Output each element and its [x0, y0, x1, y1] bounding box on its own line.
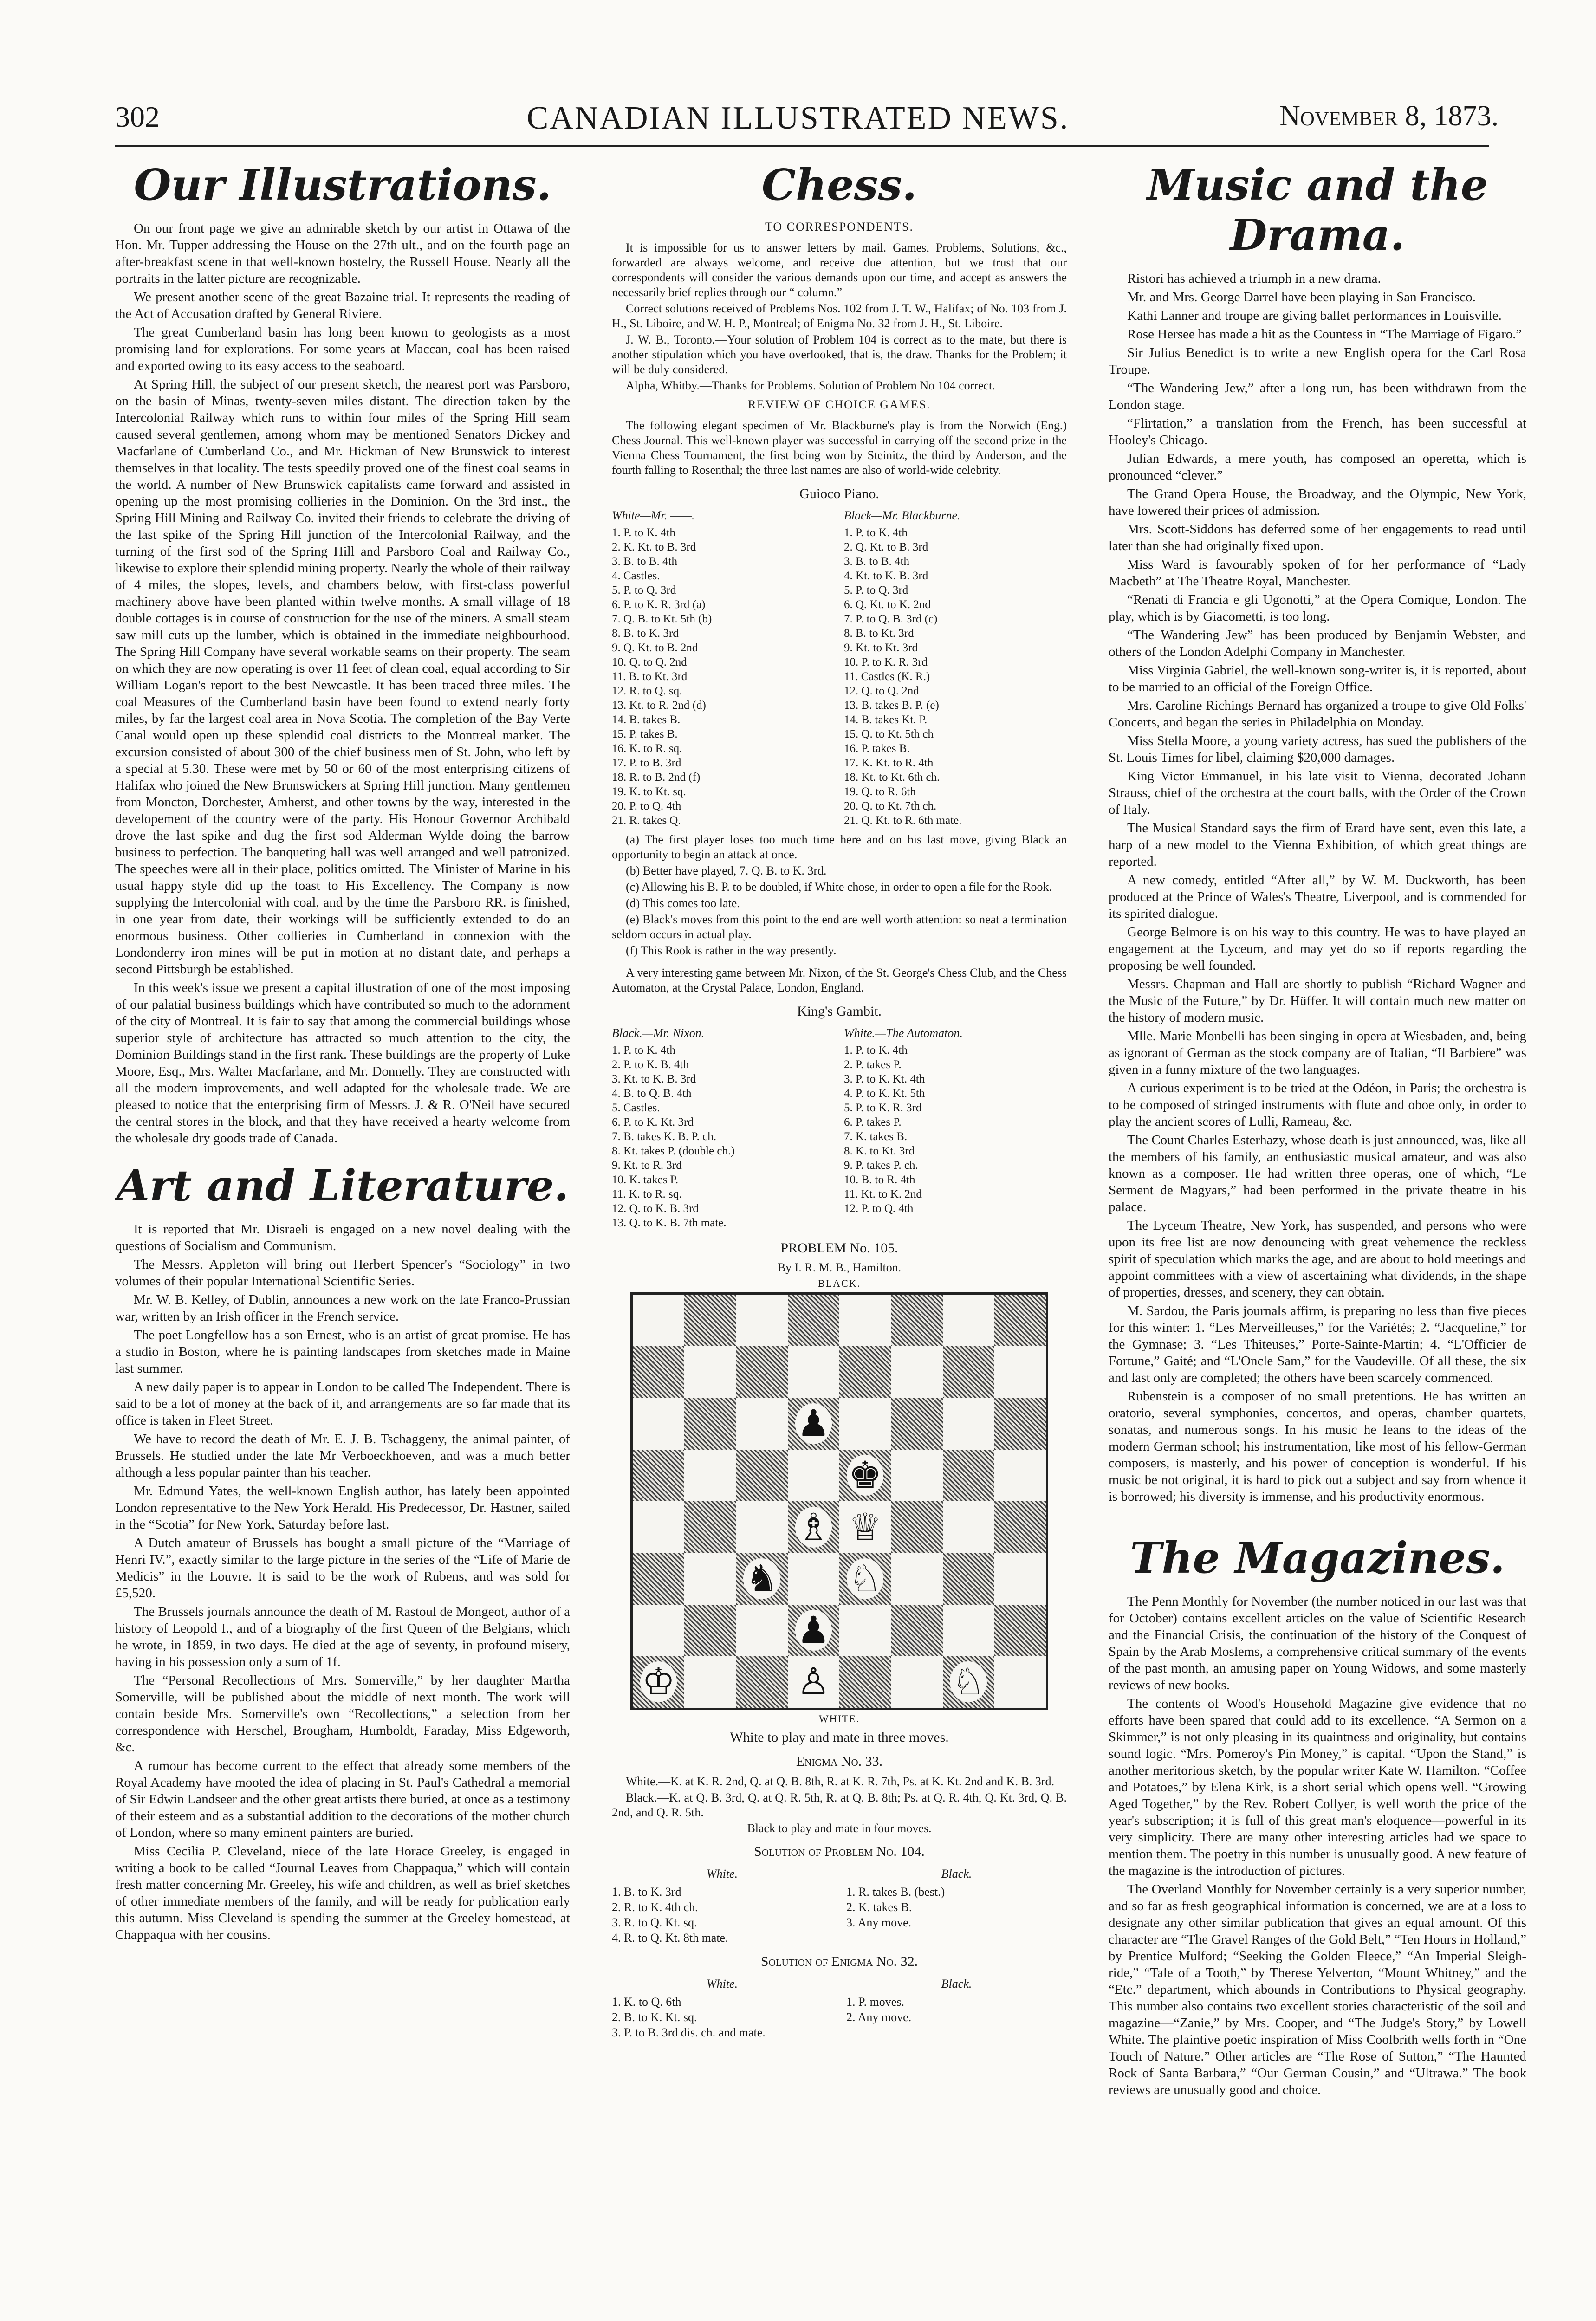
- board-square: [839, 1346, 891, 1398]
- sol104-white-moves: [612, 1884, 832, 1945]
- paragraph: “The Wandering Jew,” after a long run, has been withdrawn from the London stage.: [1109, 381, 1526, 412]
- board-square: [684, 1656, 736, 1708]
- move-line: 2. P. to K. B. 4th: [612, 1058, 689, 1071]
- move-line: 21. Q. Kt. to R. 6th mate.: [844, 814, 962, 827]
- move-line: 1. P. to K. 4th: [612, 1044, 675, 1057]
- paragraph: A rumour has become current to the effect that already some members of the Royal Academy have mooted the idea of placing in St. Paul's Cathedral a memorial of Sir Edwin Landseer and the other great artists there buried, at once as a testimony of their esteem and as a substantial addition to the decorations of the mother church of London, where so many eminent painters are buried.: [115, 1758, 570, 1840]
- paragraph: Mrs. Scott-Siddons has deferred some of her engagements to read until later than she had originally fixed upon.: [1109, 522, 1526, 553]
- move-line: 1. P. to K. 4th: [612, 526, 675, 539]
- game1-white-head: White—Mr. ——.: [612, 509, 695, 522]
- paragraph: Mr. and Mrs. George Darrel have been playing in San Francisco.: [1127, 290, 1476, 305]
- move-line: 15. Q. to Kt. 5th ch: [844, 728, 934, 740]
- paragraph: The Lyceum Theatre, New York, has suspended, and persons who were upon its free list are now denouncing with great vehemence the reckless spirit of speculation which marks the age, and are about to hold meetings and appoint committees with a view of ascertaining what dividends, in the shape of properties, dresses, and scenery, they can obtain.: [1109, 1218, 1526, 1300]
- game2-black-moves: [612, 1043, 835, 1230]
- move-line: 7. Q. B. to Kt. 5th (b): [612, 613, 712, 625]
- illustrations-section: [115, 160, 570, 1147]
- board-square: [736, 1295, 788, 1346]
- move-line: 1. K. to Q. 6th: [612, 1995, 681, 2009]
- problem-caption: White to play and mate in three moves.: [730, 1730, 949, 1745]
- move-line: 11. Castles (K. R.): [844, 670, 930, 683]
- paragraph: Messrs. Chapman and Hall are shortly to publish “Richard Wagner and the Music of the Future,” by Dr. Hüffer. It will contain much new matter on the history of modern music.: [1109, 977, 1526, 1025]
- board-square: [943, 1553, 994, 1604]
- board-square: [839, 1656, 891, 1708]
- paragraph: The Overland Monthly for November certainly is a very superior number, and so far as fresh geographical information is concerned, we are at a loss to designate any other similar publication that gives an equal amount. Of this character are “The Gravel Ranges of the Gold Belt,” “Ten Hours in Holland,” by Prentice Mulford; “Seeking the Golden Fleece,” “An Imperial Sleigh-ride,” “Tale of a Tooth,” by Therese Yelverton, “Mount Whitney,” and the “Etc.” department, which abounds in Contributions to Physical geography. This number also contains two excellent stories characteristic of the soil and magazine—“Zanie,” by Mrs. Cooper, and “The Judge's Story,” by Lowell White. The plaintive poetic inspiration of Miss Coolbrith wells forth in “One Touch of Nature.” Other articles are “The Rose of Sutton,” “The Haunted Rock of Santa Barbara,” “Our German Cousin,” and “Ultrawa.” The book reviews are unusually good and choice.: [1109, 1882, 1526, 2097]
- board-square: [994, 1295, 1046, 1346]
- review-heading: REVIEW OF CHOICE GAMES.: [748, 398, 931, 411]
- board-square: [839, 1450, 891, 1501]
- move-line: 10. P. to K. R. 3rd: [844, 656, 928, 668]
- move-line: 13. Q. to K. B. 7th mate.: [612, 1217, 727, 1229]
- move-line: 1. P. moves.: [846, 1995, 904, 2009]
- board-square: [994, 1605, 1046, 1656]
- game2-white-head: White.—The Automaton.: [844, 1026, 963, 1040]
- move-line: 6. Q. Kt. to K. 2nd: [844, 598, 931, 611]
- problem-diagram: [630, 1277, 1048, 1725]
- move-line: 2. B. to K. Kt. sq.: [612, 2010, 697, 2024]
- board-square: [684, 1605, 736, 1656]
- correspondents-body: [612, 240, 1067, 393]
- move-line: 6. P. to K. Kt. 3rd: [612, 1116, 694, 1128]
- paragraph: (f) This Rook is rather in the way presently.: [626, 944, 837, 957]
- problem-author: By I. R. M. B., Hamilton.: [777, 1261, 902, 1274]
- paragraph: A new daily paper is to appear in London to be called The Independent. There is said to be a lot of money at the back of it, and arrangements are so far made that its office is taken in Fleet Street.: [115, 1380, 570, 1428]
- chess-piece-icon: ♕: [847, 1507, 884, 1548]
- board-square: [788, 1605, 839, 1656]
- paragraph: M. Sardou, the Paris journals affirm, is preparing no less than five pieces for this winter: 1. “Les Merveilleuses,” for the Variétés; 2. “Jacqueline,” for the Gymnase; 3. “Les Thiteuses,” Porte-Sainte-Martin; 4. “L'Officier de Fortune,” Gaité; and “L'Oncle Sam,” for the Vaudeville. Of all these, the six and last only are completed; the others have been scarcely commenced.: [1109, 1303, 1526, 1385]
- move-line: 9. Kt. to Kt. 3rd: [844, 642, 918, 654]
- move-line: 20. P. to Q. 4th: [612, 800, 681, 812]
- solution32-heading: Solution of Enigma No. 32.: [760, 1954, 918, 1969]
- paragraph: The poet Longfellow has a son Ernest, who is an artist of great promise. He has a studio in Boston, where he is painting landscapes from sketches made in Maine last summer.: [115, 1328, 570, 1376]
- board-square: [994, 1346, 1046, 1398]
- board-square: [684, 1450, 736, 1501]
- sol32-black-moves: [846, 1994, 1067, 2025]
- chess-piece-icon: ♔: [640, 1661, 677, 1702]
- board-square: [736, 1501, 788, 1553]
- move-line: 5. P. to K. R. 3rd: [844, 1102, 922, 1114]
- move-line: 8. K. to Kt. 3rd: [844, 1145, 915, 1157]
- paragraph: Correct solutions received of Problems Nos. 102 from J. T. W., Halifax; of No. 103 from J. H., St. Liboire, and W. H. P., Montreal; of Enigma No. 32 from J. H., St. Liboire.: [612, 302, 1067, 330]
- game1-notes: [612, 832, 1067, 958]
- paragraph: Mlle. Marie Monbelli has been singing in opera at Wiesbaden, and, being as ignorant of German as the stock company are of Italian, “Il Barbiere” was given in a funny mixture of the two languages.: [1109, 1029, 1526, 1077]
- chess-piece-icon: ♟: [795, 1403, 832, 1444]
- paragraph: It is impossible for us to answer letters by mail. Games, Problems, Solutions, &c., forwarded are always welcome, and receive due attention, but we trust that our correspondents will consider the various demands upon our time, and accept as answers the necessarily brief replies through our “ column.”: [612, 241, 1067, 299]
- paragraph: Rubenstein is a composer of no small pretentions. He has written an oratorio, several symphonies, concertos, and operas, chamber quartets, sonatas, and numerous songs. In his music he leans to the ideas of the modern German school; his instrumentation, like most of his fellow-German composers, is masterly, and his power of conception is wonderful. If his music be not original, it is hard to pick out a subject and say from whence it is borrowed; his diversity is immense, and his productivity enormous.: [1109, 1389, 1526, 1504]
- board-square: [839, 1553, 891, 1604]
- move-line: 9. P. takes P. ch.: [844, 1159, 918, 1172]
- paragraph: (d) This comes too late.: [626, 896, 740, 910]
- move-line: 4. Kt. to K. B. 3rd: [844, 570, 928, 582]
- move-line: 16. K. to R. sq.: [612, 742, 682, 755]
- board-square: [736, 1605, 788, 1656]
- sol32-white-head: White.: [706, 1977, 738, 1990]
- move-line: 8. B. to Kt. 3rd: [844, 627, 914, 640]
- masthead-rule: [115, 145, 1489, 147]
- solution104: [612, 1864, 1067, 1945]
- chess-board: [630, 1292, 1048, 1710]
- sol104-black-head: Black.: [941, 1867, 972, 1880]
- chess-heading: Chess.: [761, 160, 917, 210]
- game2-black-head: Black.—Mr. Nixon.: [612, 1026, 705, 1040]
- move-line: 4. P. to K. Kt. 5th: [844, 1087, 925, 1100]
- move-line: 14. B. takes B.: [612, 713, 681, 726]
- board-square: [633, 1501, 684, 1553]
- move-line: 19. Q. to R. 6th: [844, 785, 916, 798]
- chess-piece-icon: ♞: [743, 1558, 780, 1599]
- move-line: 10. B. to R. 4th: [844, 1173, 915, 1186]
- paragraph: The contents of Wood's Household Magazine give evidence that no efforts have been spared that could add to its excellence. “A Sermon on a Skimmer,” is not only pleasing in its quaintness and originality, but contains sound logic. “Mrs. Pomeroy's Pin Money,” is capital. “Upon the Stand,” is another meritorious sketch, by the popular writer Kate W. Hamilton. “Coffee and Potatoes,” by Elena Kirk, is a short serial which opens well. “Growing Aged Together,” by the Rev. Robert Collyer, is well worth the price of the year's subscription; it is full of this great man's eloquence—powerful in its very simplicity. There are many other interesting articles had we space to mention them. The poetry in this number is unusually good. A new feature of the magazine is the introduction of pictures.: [1109, 1696, 1526, 1878]
- move-line: 4. B. to Q. B. 4th: [612, 1087, 692, 1100]
- paragraph: Sir Julius Benedict is to write a new English opera for the Carl Rosa Troupe.: [1109, 345, 1526, 377]
- board-square: [891, 1295, 942, 1346]
- paragraph: In this week's issue we present a capital illustration of one of the most imposing of our palatial business buildings which have contributed so much to the adornment of the city of Montreal. It is fair to say that among the commercial buildings whose superior style of architecture has attracted so much attention to the city, the Dominion Buildings stand in the first rank. These buildings are the property of Luke Moore, Esq., Mrs. Walter Macfarlane, and Mr. Donnelly. They are constructed with all the modern improvements, and well adapted for the wholesale trade. We are pleased to notice that the enterprising firm of Messrs. J. & R. O'Neil have secured the central stores in the block, and that they have received a hearty welcome from the wholesale dry goods trade of Canada.: [115, 980, 570, 1146]
- paragraph: J. W. B., Toronto.—Your solution of Problem 104 is correct as to the mate, but there is another stipulation which you have overlooked, that is, the draw. Thanks for the Problem; it will be duly considered.: [612, 333, 1067, 376]
- enigma-caption: Black to play and mate in four moves.: [747, 1822, 932, 1835]
- board-square: [736, 1656, 788, 1708]
- board-square: [633, 1450, 684, 1501]
- column-left: [115, 158, 570, 2300]
- paragraph: The Brussels journals announce the death of M. Rastoul de Mongeot, author of a history of Leopold I., and of a biography of the first Queen of the Belgians, which he wrote, in 1859, in two days. He died at the age of seventy, in profound misery, having in his possession only a sum of 1f.: [115, 1604, 570, 1669]
- sol32-white-moves: [612, 1994, 832, 2040]
- board-square: [943, 1605, 994, 1656]
- paragraph: Alpha, Whitby.—Thanks for Problems. Solution of Problem No 104 correct.: [626, 379, 995, 392]
- chess-piece-icon: ♙: [795, 1661, 832, 1702]
- move-line: 3. P. to K. Kt. 4th: [844, 1073, 925, 1085]
- board-square: [943, 1346, 994, 1398]
- magazines-body: [1109, 1593, 1526, 2098]
- move-line: 3. Any move.: [846, 1916, 912, 1929]
- sol104-black-moves: [846, 1884, 1067, 1930]
- move-line: 13. B. takes B. P. (e): [844, 699, 939, 712]
- page-number: 302: [115, 100, 160, 133]
- board-square: [788, 1398, 839, 1450]
- game1-title: Guioco Piano.: [799, 486, 879, 501]
- board-square: [633, 1553, 684, 1604]
- move-line: 11. B. to Kt. 3rd: [612, 670, 688, 683]
- move-line: 7. B. takes K. B. P. ch.: [612, 1130, 716, 1143]
- review-intro: The following elegant specimen of Mr. Blackburne's play is from the Norwich (Eng.) Chess Journal. This well-known player was successful in carrying off the second prize in the Vienna Chess Tournament, the first being won by Steinitz, the third by Anderson, and the fourth falling to Rosenthal; the three last names are also of world-wide celebrity.: [612, 419, 1067, 477]
- move-line: 13. Kt. to R. 2nd (d): [612, 699, 706, 712]
- move-line: 2. P. takes P.: [844, 1058, 902, 1071]
- move-line: 15. P. takes B.: [612, 728, 678, 740]
- board-square: [891, 1398, 942, 1450]
- paragraph: The Grand Opera House, the Broadway, and the Olympic, New York, have lowered their prices of admission.: [1109, 486, 1526, 518]
- board-square: [943, 1656, 994, 1708]
- solution32: [612, 1974, 1067, 2040]
- paragraph: “Renati di Francia e gli Ugonotti,” at the Opera Comique, London. The play, which is by Giacometti, is too long.: [1109, 592, 1526, 624]
- move-line: 11. K. to R. sq.: [612, 1188, 682, 1200]
- column-middle: [612, 158, 1067, 2300]
- move-line: 1. P. to K. 4th: [844, 1044, 908, 1057]
- paragraph: Julian Edwards, a mere youth, has composed an operetta, which is pronounced “clever.”: [1109, 451, 1526, 483]
- paragraph: Mr. Edmund Yates, the well-known English author, has lately been appointed London representative to the New York Herald. His Predecessor, Dr. Hastner, sailed in the “Scotia” for New York, Saturday before last.: [115, 1484, 570, 1532]
- board-square: [788, 1501, 839, 1553]
- enigma-heading: Enigma No. 33.: [796, 1754, 883, 1769]
- paragraph: We present another scene of the great Bazaine trial. It represents the reading of the Act of Accusation drafted by General Riviere.: [115, 290, 570, 321]
- game1-white-moves: [612, 525, 835, 828]
- board-square: [943, 1398, 994, 1450]
- board-square: [891, 1553, 942, 1604]
- board-square: [684, 1501, 736, 1553]
- paragraph: (e) Black's moves from this point to the end are well worth attention: so neat a termination seldom occurs in actual play.: [612, 913, 1067, 941]
- game2-intro: A very interesting game between Mr. Nixon, of the St. George's Chess Club, and the Chess Automaton, at the Crystal Palace, London, England.: [612, 966, 1067, 994]
- paragraph: “Flirtation,” a translation from the French, has been successful at Hooley's Chicago.: [1109, 416, 1526, 447]
- art-section: [115, 1160, 570, 1943]
- board-square: [994, 1398, 1046, 1450]
- problem-heading: PROBLEM No. 105.: [780, 1240, 898, 1256]
- game2-moves: [612, 1024, 1067, 1230]
- move-line: 4. R. to Q. Kt. 8th mate.: [612, 1931, 728, 1945]
- board-square: [736, 1346, 788, 1398]
- move-line: 1. P. to K. 4th: [844, 526, 908, 539]
- move-line: 7. K. takes B.: [844, 1130, 908, 1143]
- move-line: 9. Q. Kt. to B. 2nd: [612, 642, 698, 654]
- paragraph: Miss Virginia Gabriel, the well-known song-writer is, it is reported, about to be married to an official of the Foreign Office.: [1109, 663, 1526, 694]
- board-white-label: WHITE.: [818, 1713, 860, 1725]
- art-body: [115, 1221, 570, 1943]
- move-line: 2. Q. Kt. to B. 3rd: [844, 541, 928, 553]
- paragraph: The Count Charles Esterhazy, whose death is just announced, was, like all the members of his family, an enthusiastic musical amateur, and was also known as a composer. He had written three operas, one of which, “Le Serment de Magyars,” had been performed in the private theatre in his palace.: [1109, 1133, 1526, 1214]
- move-line: 4. Castles.: [612, 570, 660, 582]
- correspondents-heading: TO CORRESPONDENTS.: [765, 220, 914, 233]
- board-square: [736, 1398, 788, 1450]
- board-black-label: BLACK.: [817, 1277, 861, 1289]
- magazines-section: [1109, 1533, 1526, 2098]
- move-line: 5. Castles.: [612, 1102, 660, 1114]
- newspaper-title: CANADIAN ILLUSTRATED NEWS.: [526, 100, 1070, 136]
- enigma-white: White.—K. at K. R. 2nd, Q. at Q. B. 8th, R. at K. R. 7th, Ps. at K. Kt. 2nd and K. B. 3rd.: [626, 1775, 1054, 1788]
- move-line: 3. Kt. to K. B. 3rd: [612, 1073, 696, 1085]
- board-square: [994, 1553, 1046, 1604]
- board-square: [994, 1656, 1046, 1708]
- chess-piece-icon: ♘: [847, 1558, 884, 1599]
- board-square: [788, 1553, 839, 1604]
- enigma-black: Black.—K. at Q. B. 3rd, Q. at Q. R. 5th, R. at Q. B. 8th; Ps. at Q. R. 4th, Q. Kt. 3rd, Q. B. 2nd, and Q. R. 5th.: [612, 1791, 1067, 1819]
- board-square: [633, 1398, 684, 1450]
- paragraph: At Spring Hill, the subject of our present sketch, the nearest port was Parsboro, on the basin of Minas, twenty-seven miles distant. The direction taken by the Intercolonial Railway which runs to within four miles of the Spring Hill seam caused several gentlemen, among whom may be mentioned Senators Dickey and Macfarlane of Cumberland Co., and Mr. Hickman of New Brunswick to interest themselves in that locality. The tests speedily proved one of the finest coal seams in the world. A number of New Brunswick capitalists came forward and assisted in opening up the most promising collieries in the Dominion. On the 3rd inst., the Spring Hill Mining and Railway Co. invited their friends to celebrate the driving of the last spike of the Spring Hill junction of the Intercolonial Railway, and the turning of the first sod of the Spring Hill and Parsboro Coal and Railway Co., likewise to explore their splendid mining property. Nearly the whole of their railway of 4 miles, the slopes, levels, and chambers below, with first-class powerful machinery above have been planted within twelve months. A small village of 18 double cottages is in course of construction for the use of the miners. A small steam saw mill cuts up the lumber, which is obtained in the immediate neighbourhood. The Spring Hill Company have several workable seams on their property. The seam on which they are now operating is over 11 feet of clean coal, equal according to Sir William Logan's report to the best Newcastle. It has been traced three miles. The coal Measures of the Cumberland basin have been found to extend nearly forty miles, by far the largest coal area in Nova Scotia. The completion of the Bay Verte Canal would open up these splendid coal districts to the Montreal market. The excursion consisted of about 300 of the chief business men of St. John, who left by a special at 5.30. These were met by 50 or 60 of the most enterprising citizens of Halifax who joined the New Brunswickers at Spring Hill junction. Many gentlemen from Moncton, Dorchester, Amherst, and other towns by the way, interested in the developement of the country were of the party. His Honour Governor Archibald drove the last spike and dug the first sod Alderman Wylde doing the barrow business to perfection. The banqueting hall was well arranged and well patronized. The speeches were all in their place, politics omitted. The Minister of Marine in his usual happy style did up the toast to His Excellency. The Company is now supplying the Intercolonial with coal, and by the time the Parsboro RR. is finished, in one year from date, their workings will be sufficiently extended to do an enormous business. Other collieries in Cumberland in connexion with the Londonderry iron mines will be put in motion at no distant date, and perhaps a second Pittsburgh be established.: [115, 377, 570, 977]
- illustrations-body: [115, 220, 570, 1147]
- paragraph: On our front page we give an admirable sketch by our artist in Ottawa of the Hon. Mr. Tupper addressing the House on the 27th ult., and on the fourth page an after-breakfast scene in that well-known hostelry, the Russell House. Nearly all the portraits in the latter picture are recognizable.: [115, 221, 570, 286]
- chess-piece-icon: ♚: [847, 1455, 884, 1496]
- move-line: 1. R. takes B. (best.): [846, 1885, 945, 1899]
- move-line: 17. P. to B. 3rd: [612, 757, 681, 769]
- chess-piece-icon: ♘: [950, 1661, 987, 1702]
- issue-date: November 8, 1873.: [1279, 100, 1499, 132]
- move-line: 17. K. Kt. to R. 4th: [844, 757, 934, 769]
- board-square: [839, 1605, 891, 1656]
- paragraph: (c) Allowing his B. P. to be doubled, if White chose, in order to open a file for the Rook.: [626, 880, 1052, 894]
- move-line: 3. B. to B. 4th: [612, 555, 677, 568]
- paragraph: The great Cumberland basin has long been known to geologists as a most promising land for explorations. For some years at Maccan, coal has been raised and exported owing to its easy access to the seaboard.: [115, 325, 570, 373]
- move-line: 2. R. to K. 4th ch.: [612, 1900, 698, 1914]
- game1-moves: [612, 506, 1067, 828]
- board-square: [891, 1605, 942, 1656]
- board-square: [839, 1398, 891, 1450]
- move-line: 8. B. to K. 3rd: [612, 627, 679, 640]
- move-line: 18. Kt. to Kt. 6th ch.: [844, 771, 940, 784]
- board-square: [788, 1656, 839, 1708]
- paragraph: The Musical Standard says the firm of Erard have sent, even this late, a harp of a new model to the Vienna Exhibition, of which great things are reported.: [1109, 821, 1526, 869]
- move-line: 12. P. to Q. 4th: [844, 1202, 914, 1215]
- move-line: 12. Q. to Q. 2nd: [844, 685, 919, 697]
- move-line: 3. B. to B. 4th: [844, 555, 909, 568]
- move-line: 7. P. to Q. B. 3rd (c): [844, 613, 938, 625]
- board-square: [891, 1450, 942, 1501]
- sol32-black-head: Black.: [941, 1977, 972, 1990]
- board-square: [943, 1295, 994, 1346]
- masthead: [0, 100, 1596, 142]
- board-square: [788, 1295, 839, 1346]
- solution104-heading: Solution of Problem No. 104.: [754, 1844, 925, 1859]
- board-square: [736, 1553, 788, 1604]
- paragraph: (a) The first player loses too much time here and on his last move, giving Black an opportunity to begin an attack at once.: [612, 833, 1067, 861]
- game2-title: King's Gambit.: [797, 1004, 882, 1019]
- paragraph: A curious experiment is to be tried at the Odéon, in Paris; the orchestra is to be composed of stringed instruments with flute and oboe only, in order to play the ancient scores of Lulli, Rameau, &c.: [1109, 1081, 1526, 1129]
- board-square: [633, 1295, 684, 1346]
- board-square: [684, 1346, 736, 1398]
- paragraph: Miss Ward is favourably spoken of for her performance of “Lady Macbeth” at The Theatre Royal, Manchester.: [1109, 557, 1526, 589]
- paragraph: King Victor Emmanuel, in his late visit to Vienna, decorated Johann Strauss, chief of the orchestra at the court balls, with the Order of the Crown of Italy.: [1109, 769, 1526, 817]
- move-line: 2. K. takes B.: [846, 1900, 912, 1914]
- music-section: [1109, 160, 1526, 1505]
- move-line: 21. R. takes Q.: [612, 814, 681, 827]
- paragraph: “The Wandering Jew” has been produced by Benjamin Webster, and others of the London Adelphi Company in Manchester.: [1109, 628, 1526, 659]
- move-line: 10. K. takes P.: [612, 1173, 679, 1186]
- paragraph: The Messrs. Appleton will bring out Herbert Spencer's “Sociology” in two volumes of their popular International Scientific Series.: [115, 1257, 570, 1289]
- board-square: [684, 1553, 736, 1604]
- move-line: 5. P. to Q. 3rd: [612, 584, 676, 596]
- board-square: [891, 1656, 942, 1708]
- board-square: [788, 1346, 839, 1398]
- board-square: [633, 1656, 684, 1708]
- chess-piece-icon: ♟: [795, 1610, 832, 1651]
- move-line: 10. Q. to Q. 2nd: [612, 656, 687, 668]
- move-line: 3. R. to Q. Kt. sq.: [612, 1916, 697, 1929]
- board-square: [839, 1501, 891, 1553]
- paragraph: Mr. W. B. Kelley, of Dublin, announces a new work on the late Franco-Prussian war, written by an Irish officer in the French service.: [115, 1292, 570, 1324]
- move-line: 6. P. to K. R. 3rd (a): [612, 598, 706, 611]
- move-line: 14. B. takes Kt. P.: [844, 713, 928, 726]
- move-line: 12. R. to Q. sq.: [612, 685, 682, 697]
- move-line: 18. R. to B. 2nd (f): [612, 771, 701, 784]
- board-square: [943, 1450, 994, 1501]
- move-line: 9. Kt. to R. 3rd: [612, 1159, 682, 1172]
- board-square: [633, 1346, 684, 1398]
- music-heading: Music and the Drama.: [1147, 160, 1488, 260]
- sol104-white-head: White.: [706, 1867, 738, 1880]
- board-square: [943, 1501, 994, 1553]
- move-line: 3. P. to B. 3rd dis. ch. and mate.: [612, 2026, 766, 2039]
- board-square: [994, 1501, 1046, 1553]
- paragraph: Ristori has achieved a triumph in a new drama.: [1127, 271, 1381, 286]
- board-square: [891, 1501, 942, 1553]
- paragraph: Miss Stella Moore, a young variety actress, has sued the publishers of the St. Louis Times for libel, claiming $20,000 damages.: [1109, 733, 1526, 765]
- paragraph: A Dutch amateur of Brussels has bought a small picture of the “Marriage of Henri IV.”, exactly similar to the large picture in the series of the “Life of Marie de Medicis” in the Louvre. It is said to be the work of Rubens, and was sold for £5,520.: [115, 1536, 570, 1601]
- board-square: [839, 1295, 891, 1346]
- paragraph: Miss Cecilia P. Cleveland, niece of the late Horace Greeley, is engaged in writing a book to be called “Journal Leaves from Chappaqua,” which will contain fresh matter concerning Mr. Greeley, his wife and children, as well as brief sketches of other immediate members of the family, and will be ready for publication early this autumn. Miss Cleveland is spending the summer at the Greeley homestead, at Chappaqua with her cousins.: [115, 1844, 570, 1942]
- paragraph: Kathi Lanner and troupe are giving ballet performances in Louisville.: [1127, 308, 1502, 323]
- game2-white-moves: [844, 1043, 1067, 1216]
- move-line: 16. P. takes B.: [844, 742, 910, 755]
- move-line: 19. K. to Kt. sq.: [612, 785, 686, 798]
- paragraph: The Penn Monthly for November (the number noticed in our last was that for October) contains excellent articles on the value of Scientific Research and the Financial Crisis, the continuation of the history of the Conquest of Spain by the Arab Moslems, a comprehensive critical summary of the events of the past month, an amusing paper on Young Widows, and some masterly reviews of new books.: [1109, 1594, 1526, 1692]
- paragraph: George Belmore is on his way to this country. He was to have played an engagement at the Lyceum, and may yet do so if reports regarding the proposing be well founded.: [1109, 925, 1526, 973]
- game1-black-moves: [844, 525, 1067, 828]
- board-square: [891, 1346, 942, 1398]
- board-square: [736, 1450, 788, 1501]
- paragraph: Rose Hersee has made a hit as the Countess in “The Marriage of Figaro.”: [1127, 327, 1522, 342]
- illustrations-heading: Our Illustrations.: [134, 160, 551, 210]
- board-square: [633, 1605, 684, 1656]
- chess-piece-icon: ♗: [795, 1507, 832, 1548]
- move-line: 1. B. to K. 3rd: [612, 1885, 681, 1899]
- paragraph: We have to record the death of Mr. E. J. B. Tschaggeny, the animal painter, of Brussels. He studied under the late Mr Verboeckhoeven, and was a much better although a less popular painter than his teacher.: [115, 1432, 570, 1480]
- paragraph: It is reported that Mr. Disraeli is engaged on a new novel dealing with the questions of Socialism and Communism.: [115, 1222, 570, 1253]
- move-line: 2. K. Kt. to B. 3rd: [612, 541, 696, 553]
- paragraph: Mrs. Caroline Richings Bernard has organized a troupe to give Old Folks' Concerts, and began the series in Philadelphia on Monday.: [1109, 698, 1526, 730]
- music-body: [1109, 270, 1526, 1505]
- art-heading: Art and Literature.: [116, 1160, 569, 1211]
- move-line: 6. P. takes P.: [844, 1116, 902, 1128]
- move-line: 11. Kt. to K. 2nd: [844, 1188, 922, 1200]
- board-square: [994, 1450, 1046, 1501]
- board-square: [788, 1450, 839, 1501]
- board-square: [684, 1398, 736, 1450]
- move-line: 12. Q. to K. B. 3rd: [612, 1202, 699, 1215]
- move-line: 2. Any move.: [846, 2010, 912, 2024]
- paragraph: (b) Better have played, 7. Q. B. to K. 3rd.: [626, 864, 827, 877]
- paragraph: The “Personal Recollections of Mrs. Somerville,” by her daughter Martha Somerville, will be published about the middle of next month. The work will contain beside Mrs. Somerville's own “Recollections,” a selection from her correspondence with Herschel, Brougham, Humboldt, Faraday, Miss Edgeworth, &c.: [115, 1673, 570, 1755]
- board-square: [684, 1295, 736, 1346]
- paragraph: A new comedy, entitled “After all,” by W. M. Duckworth, has been produced at the Prince of Wales's Theatre, Liverpool, and is commended for its spirited dialogue.: [1109, 873, 1526, 921]
- column-right: [1109, 158, 1526, 2300]
- game1-black-head: Black—Mr. Blackburne.: [844, 509, 960, 522]
- move-line: 8. Kt. takes P. (double ch.): [612, 1145, 735, 1157]
- move-line: 20. Q. to Kt. 7th ch.: [844, 800, 937, 812]
- move-line: 5. P. to Q. 3rd: [844, 584, 908, 596]
- magazines-heading: The Magazines.: [1130, 1533, 1505, 1583]
